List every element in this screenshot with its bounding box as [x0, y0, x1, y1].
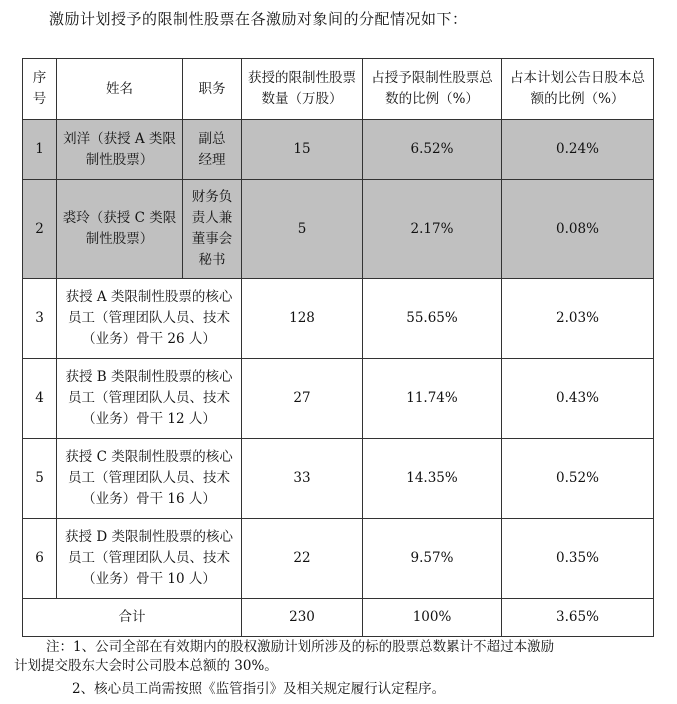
pct-grant-cell: 2.17%	[363, 180, 502, 279]
granted-cell: 27	[242, 359, 363, 439]
name-cell: 刘洋（获授 A 类限制性股票）	[57, 120, 183, 180]
header-position: 职务	[183, 59, 242, 120]
granted-cell: 15	[242, 120, 363, 180]
granted-cell: 33	[242, 439, 363, 519]
table-row	[23, 439, 654, 519]
table-row	[23, 519, 654, 599]
total-granted: 230	[242, 599, 363, 637]
header-pct-capital: 占本计划公告日股本总额的比例（%）	[502, 59, 654, 120]
table-row	[23, 180, 654, 279]
pct-capital-cell: 0.43%	[502, 359, 654, 439]
seq-cell: 6	[23, 519, 57, 599]
total-label: 合计	[23, 599, 242, 637]
position-cell: 副总经理	[183, 120, 242, 180]
pct-grant-cell: 6.52%	[363, 120, 502, 180]
name-cell: 获授 B 类限制性股票的核心员工（管理团队人员、技术（业务）骨干 12 人）	[57, 359, 242, 439]
seq-cell: 4	[23, 359, 57, 439]
total-row	[23, 599, 654, 637]
granted-cell: 128	[242, 279, 363, 359]
footnote-1-line-1: 注：1、公司全部在有效期内的股权激励计划所涉及的标的股票总数累计不超过本激励	[46, 639, 555, 655]
name-cell: 获授 C 类限制性股票的核心员工（管理团队人员、技术（业务）骨干 16 人）	[57, 439, 242, 519]
table-header-row	[23, 59, 654, 120]
header-pct-grant: 占授予限制性股票总数的比例（%）	[363, 59, 502, 120]
footnote-1	[0, 638, 677, 676]
name-cell: 获授 D 类限制性股票的核心员工（管理团队人员、技术（业务）骨干 10 人）	[57, 519, 242, 599]
intro-text: 激励计划授予的限制性股票在各激励对象间的分配情况如下：	[49, 10, 468, 28]
pct-capital-cell: 0.08%	[502, 180, 654, 279]
pct-capital-cell: 2.03%	[502, 279, 654, 359]
pct-grant-cell: 55.65%	[363, 279, 502, 359]
total-pct-grant: 100%	[363, 599, 502, 637]
table-row	[23, 120, 654, 180]
pct-grant-cell: 11.74%	[363, 359, 502, 439]
seq-cell: 1	[23, 120, 57, 180]
table-row	[23, 279, 654, 359]
header-seq: 序号	[23, 59, 57, 120]
total-pct-capital: 3.65%	[502, 599, 654, 637]
allocation-table	[22, 58, 654, 637]
pct-capital-cell: 0.35%	[502, 519, 654, 599]
position-cell: 财务负责人兼董事会秘书	[183, 180, 242, 279]
footnote-1-line-2: 计划提交股东大会时公司股本总额的 30%。	[14, 658, 278, 674]
seq-cell: 3	[23, 279, 57, 359]
seq-cell: 5	[23, 439, 57, 519]
table-row	[23, 359, 654, 439]
pct-grant-cell: 14.35%	[363, 439, 502, 519]
footnote-2: 2、核心员工尚需按照《监管指引》及相关规定履行认定程序。	[72, 681, 446, 697]
header-name: 姓名	[57, 59, 183, 120]
header-granted: 获授的限制性股票数量（万股）	[242, 59, 363, 120]
pct-grant-cell: 9.57%	[363, 519, 502, 599]
pct-capital-cell: 0.52%	[502, 439, 654, 519]
name-cell: 裘玲（获授 C 类限制性股票）	[57, 180, 183, 279]
seq-cell: 2	[23, 180, 57, 279]
granted-cell: 22	[242, 519, 363, 599]
name-cell: 获授 A 类限制性股票的核心员工（管理团队人员、技术（业务）骨干 26 人）	[57, 279, 242, 359]
pct-capital-cell: 0.24%	[502, 120, 654, 180]
granted-cell: 5	[242, 180, 363, 279]
